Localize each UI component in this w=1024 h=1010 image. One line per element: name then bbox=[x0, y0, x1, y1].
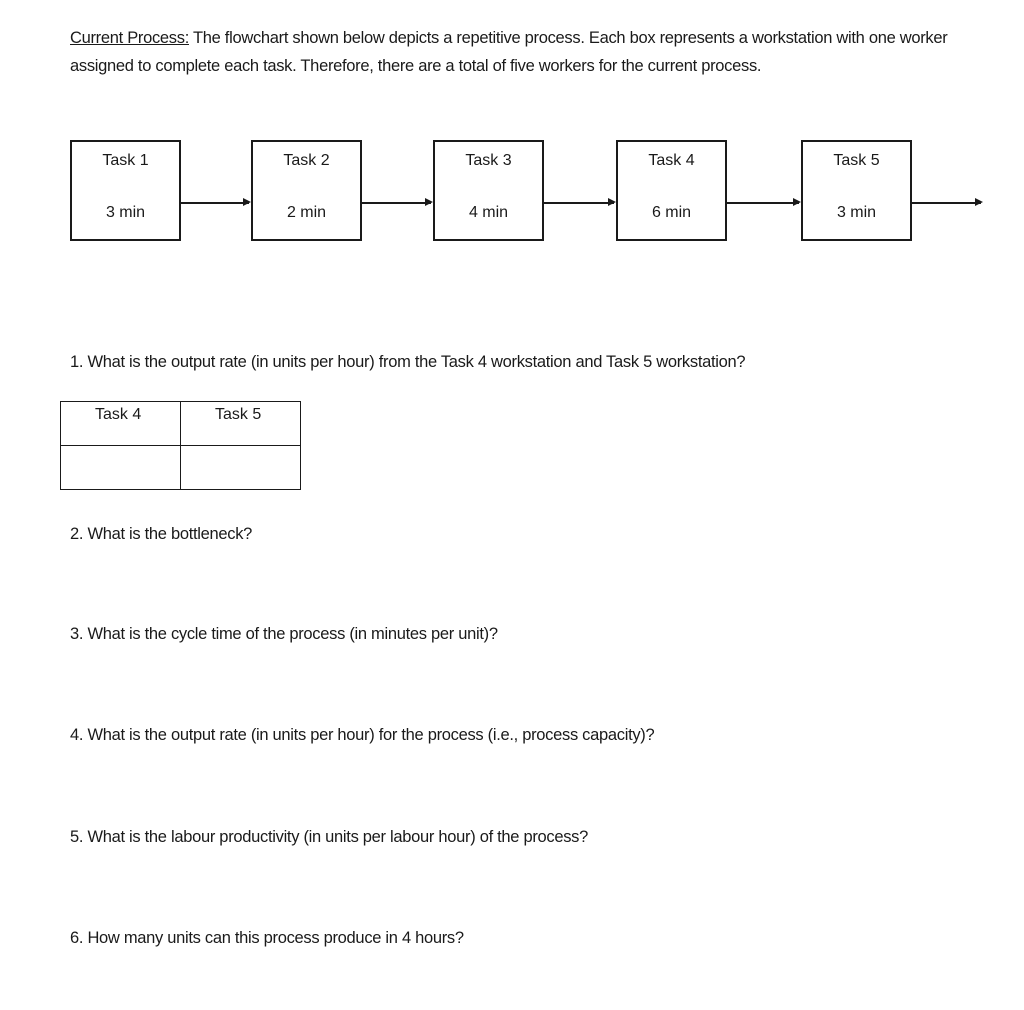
answer-cell-task5[interactable] bbox=[181, 446, 301, 490]
task-box-4 bbox=[616, 140, 727, 241]
question-5: 5. What is the labour productivity (in units per labour hour) of the process? bbox=[70, 828, 589, 846]
question-6: 6. How many units can this process produce in 4 hours? bbox=[70, 929, 464, 947]
flow-arrow bbox=[727, 202, 799, 204]
task-name: Task 3 bbox=[465, 152, 512, 169]
task-box-1 bbox=[70, 140, 181, 241]
header-label: Task 5 bbox=[215, 406, 262, 423]
answer-table bbox=[60, 401, 301, 490]
task-time: 3 min bbox=[836, 204, 877, 221]
question-4: 4. What is the output rate (in units per hour) for the process (i.e., process capacity)? bbox=[70, 726, 655, 744]
task-time: 6 min bbox=[651, 204, 692, 221]
task-name: Task 5 bbox=[833, 152, 880, 169]
answer-table-header-row bbox=[61, 402, 301, 446]
answer-table-header-task4 bbox=[61, 402, 181, 446]
flow-arrow bbox=[181, 202, 249, 204]
task-box-5 bbox=[801, 140, 912, 241]
task-name: Task 4 bbox=[648, 152, 695, 169]
task-name: Task 1 bbox=[102, 152, 149, 169]
answer-cell-task4[interactable] bbox=[61, 446, 181, 490]
task-box-2 bbox=[251, 140, 362, 241]
intro-heading: Current Process: bbox=[70, 29, 189, 47]
question-2: 2. What is the bottleneck? bbox=[70, 525, 253, 543]
task-box-3 bbox=[433, 140, 544, 241]
task-time: 2 min bbox=[286, 204, 327, 221]
task-time: 3 min bbox=[105, 204, 146, 221]
task-name: Task 2 bbox=[283, 152, 330, 169]
task-time: 4 min bbox=[468, 204, 509, 221]
flow-arrow bbox=[362, 202, 431, 204]
intro-text: The flowchart shown below depicts a repetitive process. Each box represents a workstation with one worker assigned to complete each task. Therefore, there are a total of five workers for the current process. bbox=[70, 29, 948, 75]
answer-table-header-task5 bbox=[181, 402, 301, 446]
question-1: 1. What is the output rate (in units per hour) from the Task 4 workstation and Task 5 workstation? bbox=[70, 353, 746, 371]
question-3: 3. What is the cycle time of the process (in minutes per unit)? bbox=[70, 625, 498, 643]
answer-value bbox=[61, 446, 180, 450]
flow-arrow bbox=[544, 202, 614, 204]
answer-value bbox=[181, 446, 300, 450]
header-label: Task 4 bbox=[95, 406, 142, 423]
answer-table-answer-row bbox=[61, 446, 301, 490]
process-flowchart bbox=[0, 0, 1024, 300]
flow-arrow-output bbox=[912, 202, 981, 204]
